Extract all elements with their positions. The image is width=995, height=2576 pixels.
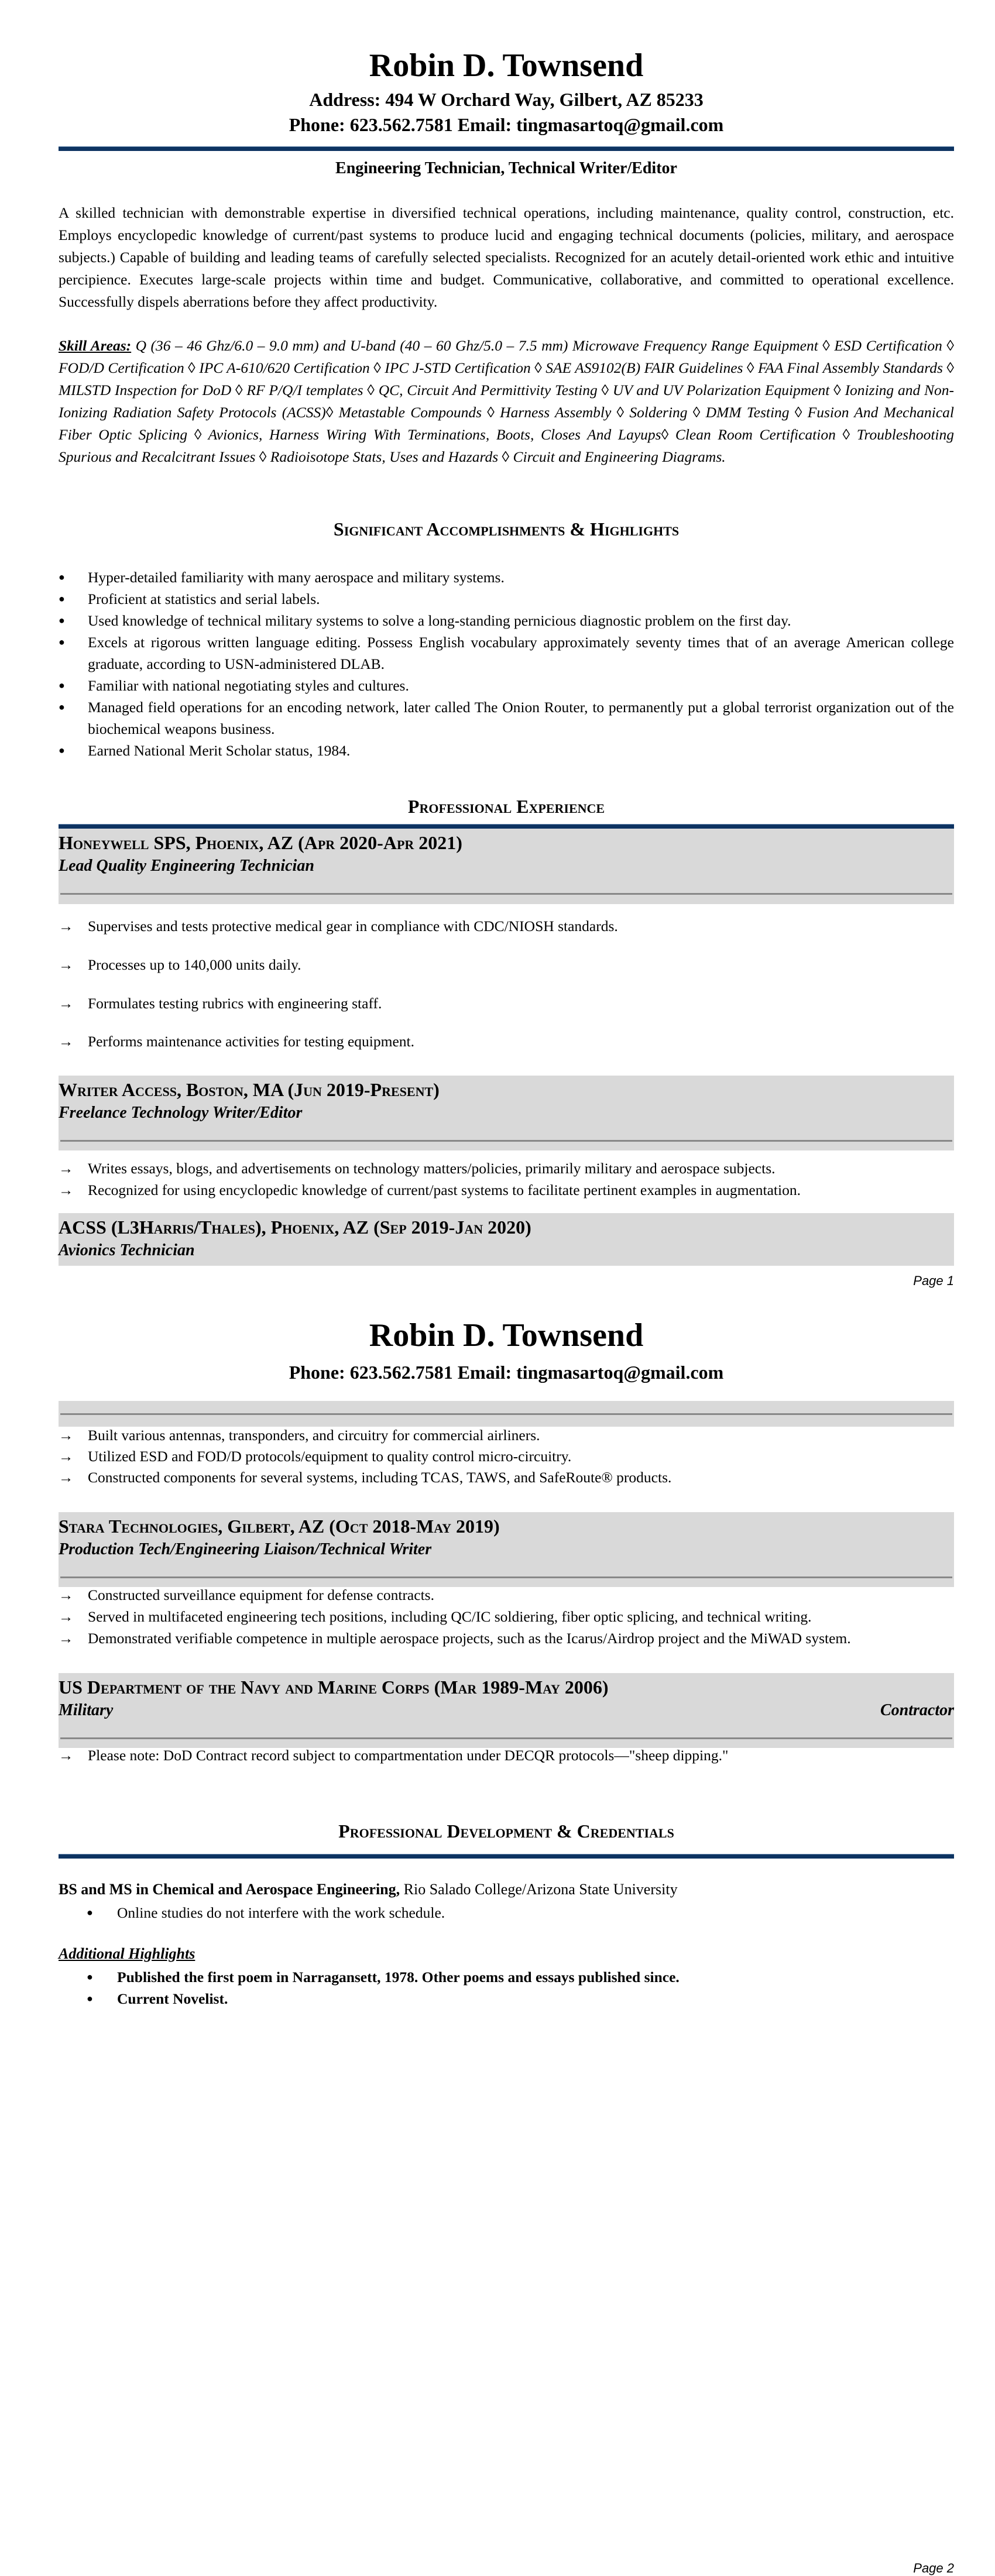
list-item: ● Used knowledge of technical military systems to solve a long-standing pernicious diagnostic problem on the first day. xyxy=(59,610,954,631)
divider xyxy=(60,1576,952,1578)
divider xyxy=(60,1413,952,1415)
page-number: Page 1 xyxy=(913,1273,954,1288)
degree: BS and MS in Chemical and Aerospace Engineering, xyxy=(59,1881,400,1898)
list-item: ● Published the first poem in Narragansett, 1978. Other poems and essays published since. xyxy=(59,1966,954,1988)
job-company: US Department of the Navy and Marine Corps (Mar 1989-May 2006) xyxy=(59,1677,609,1698)
arrow-icon: → xyxy=(59,1033,74,1050)
list-item: ● Familiar with national negotiating styles and cultures. xyxy=(59,675,954,696)
arrow-icon: → xyxy=(59,1427,74,1444)
additional-bullets xyxy=(59,1966,954,2010)
arrow-icon: → xyxy=(59,1469,74,1486)
arrow-icon: → xyxy=(59,1630,74,1647)
degree-bullets xyxy=(59,1902,954,1924)
arrow-icon: → xyxy=(59,995,74,1012)
experience-heading: Professional Experience xyxy=(407,796,605,817)
job-bullet: → Constructed surveillance equipment for defense contracts. xyxy=(59,1586,434,1603)
address: Address: 494 W Orchard Way, Gilbert, AZ 85233 xyxy=(309,89,704,110)
school: Rio Salado College/Arizona State University xyxy=(400,1881,678,1898)
list-item: ● Managed field operations for an encoding network, later called The Onion Router, to permanently put a global terrorist organization out of the biochemical weapons business. xyxy=(59,696,954,740)
additional-highlights-label: Additional Highlights xyxy=(59,1945,195,1962)
list-item: ● Current Novelist. xyxy=(59,1988,954,2010)
job-bullet: → Performs maintenance activities for testing equipment. xyxy=(59,1033,414,1050)
skill-areas-text: Q (36 – 46 Ghz/6.0 – 9.0 mm) and U-band (40 – 60 Ghz/5.0 – 7.5 mm) Microwave Frequency Range Equipment ◊ ESD Certification ◊ FOD/D Certification ◊ IPC A-610/620 Certification ◊ IPC J-STD Certification ◊ SAE AS9102(B) FAIR Guidelines ◊ FAA Final Assembly Standards ◊ MILSTD Inspection for DoD ◊ RF P/Q/I templates ◊ QC, Circuit And Permittivity Testing ◊ UV and UV Polarization Equipment ◊ Ionizing and Non-Ionizing Radiation Safety Protocols (ACSS)◊ Metastable Compounds ◊ Harness Assembly ◊ Soldering ◊ DMM Testing ◊ Fusion And Mechanical Fiber Optic Splicing ◊ Avionics, Harness Wiring With Terminations, Boots, Closes And Layups◊ Clean Room Certification ◊ Troubleshooting Spurious and Recalcitrant Issues ◊ Radioisotope Stats, Uses and Hazards ◊ Circuit and Engineering Diagrams. xyxy=(59,337,954,465)
arrow-icon: → xyxy=(59,1586,74,1603)
job-bullet: → Formulates testing rubrics with engineering staff. xyxy=(59,995,382,1012)
arrow-icon: → xyxy=(59,1608,74,1625)
job-role: Avionics Technician xyxy=(59,1241,195,1259)
candidate-name: Robin D. Townsend xyxy=(369,47,644,84)
job-bullet: → Demonstrated verifiable competence in multiple aerospace projects, such as the Icarus/Airdrop project and the MiWAD system. xyxy=(59,1630,851,1647)
job-role: Freelance Technology Writer/Editor xyxy=(59,1104,303,1122)
job-header xyxy=(59,1673,954,1748)
page-number: Page 2 xyxy=(913,2561,954,2575)
job-bullet: → Utilized ESD and FOD/D protocols/equipment to quality control micro-circuitry. xyxy=(59,1448,572,1465)
job-company: Honeywell SPS, Phoenix, AZ (Apr 2020-Apr 2021) xyxy=(59,832,462,853)
job-bullet: → Served in multifaceted engineering tech positions, including QC/IC soldiering, fiber optic splicing, and technical writing. xyxy=(59,1608,812,1625)
job-header xyxy=(59,1076,954,1150)
list-item: ● Online studies do not interfere with the work schedule. xyxy=(59,1902,954,1924)
job-role: Lead Quality Engineering Technician xyxy=(59,857,314,875)
job-bullet: → Constructed components for several systems, including TCAS, TAWS, and SafeRoute® products. xyxy=(59,1469,672,1486)
job-bullet: → Writes essays, blogs, and advertisements on technology matters/policies, primarily military and aerospace subjects. xyxy=(59,1160,776,1177)
job-company: ACSS (L3Harris/Thales), Phoenix, AZ (Sep 2019-Jan 2020) xyxy=(59,1217,531,1238)
job-company: Stara Technologies, Gilbert, AZ (Oct 2018-May 2019) xyxy=(59,1516,500,1537)
job-bullet: → Built various antennas, transponders, and circuitry for commercial airliners. xyxy=(59,1427,540,1444)
arrow-icon: → xyxy=(59,918,74,935)
professional-title: Engineering Technician, Technical Writer/Editor xyxy=(335,159,677,177)
job-header xyxy=(59,1512,954,1587)
divider xyxy=(60,1140,952,1142)
job-bullet: → Recognized for using encyclopedic knowledge of current/past systems to facilitate pertinent examples in augmentation. xyxy=(59,1181,801,1198)
development-rule xyxy=(59,1854,954,1859)
job-role: Military xyxy=(59,1701,114,1719)
arrow-icon: → xyxy=(59,956,74,973)
header-rule xyxy=(59,146,954,151)
arrow-icon: → xyxy=(59,1448,74,1465)
list-item: ● Hyper-detailed familiarity with many aerospace and military systems. xyxy=(59,566,954,588)
development-heading: Professional Development & Credentials xyxy=(338,1821,674,1842)
list-item: ● Earned National Merit Scholar status, 1984. xyxy=(59,740,954,761)
summary-paragraph: A skilled technician with demonstrable expertise in diversified technical operations, including maintenance, quality control, construction, etc. Employs encyclopedic knowledge of current/past systems to produce lucid and engaging technical documents (policies, military, and aerospace subjects.) Capable of building and leading teams of carefully selected specialists. Recognized for an acutely detail-oriented work ethic and intuitive percipience. Executes large-scale projects within time and budget. Communicative, collaborative, and committed to operational excellence. Successfully dispels aberrations before they affect productivity. xyxy=(59,204,954,310)
accomplishments-heading: Significant Accomplishments & Highlights xyxy=(333,518,680,540)
job-bullet: → Processes up to 140,000 units daily. xyxy=(59,956,301,973)
divider xyxy=(60,1737,952,1739)
skill-areas xyxy=(59,335,954,468)
degree-line xyxy=(59,1881,954,1898)
job-role: Production Tech/Engineering Liaison/Technical Writer xyxy=(59,1540,432,1558)
job-header-continued xyxy=(59,1401,954,1427)
additional-highlights xyxy=(59,1945,954,1963)
arrow-icon: → xyxy=(59,1160,74,1177)
job-role-right: Contractor xyxy=(880,1701,954,1719)
arrow-icon: → xyxy=(59,1747,74,1764)
list-item: ● Proficient at statistics and serial labels. xyxy=(59,588,954,610)
contact-info-page2: Phone: 623.562.7581 Email: tingmasartoq@gmail.com xyxy=(289,1362,724,1383)
accomplishments-list xyxy=(59,566,954,761)
list-item: ● Excels at rigorous written language editing. Possess English vocabulary approximately seventy times that of an average American college graduate, according to USN-administered DLAB. xyxy=(59,631,954,675)
job-header xyxy=(59,829,954,904)
divider xyxy=(60,893,952,895)
contact-info: Phone: 623.562.7581 Email: tingmasartoq@gmail.com xyxy=(289,114,724,135)
job-company: Writer Access, Boston, MA (Jun 2019-Present) xyxy=(59,1079,440,1100)
job-bullet: → Supervises and tests protective medical gear in compliance with CDC/NIOSH standards. xyxy=(59,918,618,935)
arrow-icon: → xyxy=(59,1181,74,1198)
skill-areas-label: Skill Areas: xyxy=(59,337,132,354)
job-bullet: → Please note: DoD Contract record subject to compartmentation under DECQR protocols—"sheep dipping." xyxy=(59,1747,729,1764)
experience-rule xyxy=(59,824,954,829)
candidate-name-page2: Robin D. Townsend xyxy=(369,1317,644,1354)
job-header xyxy=(59,1213,954,1266)
